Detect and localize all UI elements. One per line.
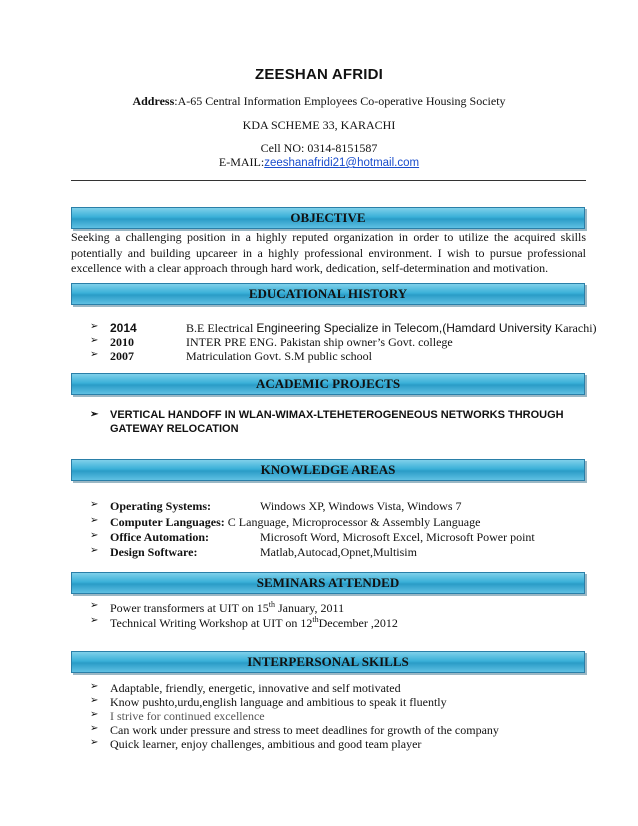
knowledge-value: Windows XP, Windows Vista, Windows 7 [260, 499, 462, 513]
email-label: E-MAIL: [218, 155, 265, 169]
section-education: EDUCATIONAL HISTORY [71, 283, 585, 305]
knowledge-label: Office Automation: [110, 530, 209, 544]
bullet-arrow-icon: ➢ [90, 321, 99, 332]
candidate-name: ZEESHAN AFRIDI [254, 66, 384, 83]
address-line-2: KDA SCHEME 33, KARACHI [242, 118, 396, 132]
skill-text: Quick learner, enjoy challenges, ambitious and good team player [110, 737, 422, 751]
ordinal-suffix: th [312, 615, 319, 624]
knowledge-label: Design Software: [110, 545, 198, 559]
header-divider [71, 180, 586, 181]
bullet-arrow-icon: ➢ [90, 349, 99, 360]
seminar-title: Technical Writing Workshop at UIT on 12 [110, 616, 313, 630]
seminar-text [110, 600, 344, 616]
skill-text: I strive for continued excellence [110, 709, 265, 723]
education-year: 2014 [110, 321, 137, 335]
knowledge-value: Microsoft Word, Microsoft Excel, Microsoft Power point [260, 530, 535, 544]
address-line [0, 94, 638, 109]
knowledge-value: Matlab,Autocad,Opnet,Multisim [260, 545, 417, 559]
project-title-line-1: VERTICAL HANDOFF IN WLAN-WIMAX-LTEHETEROGENEOUS NETWORKS THROUGH [110, 409, 564, 421]
project-title-line-2: GATEWAY RELOCATION [110, 423, 239, 435]
bullet-arrow-icon: ➢ [90, 600, 99, 611]
seminar-date: January, 2011 [274, 601, 345, 615]
seminar-title: Power transformers at UIT on 15 [110, 601, 269, 615]
seminar-text [110, 615, 398, 631]
education-detail: INTER PRE ENG. Pakistan ship owner’s Govt. college [186, 335, 453, 349]
cell-number: Cell NO: 0314-8151587 [260, 141, 378, 155]
skill-text: Can work under pressure and stress to meet deadlines for growth of the company [110, 723, 499, 737]
section-seminars: SEMINARS ATTENDED [71, 572, 585, 594]
knowledge-row [110, 515, 480, 530]
knowledge-label: Operating Systems: [110, 499, 211, 513]
knowledge-label: Computer Languages: [110, 515, 225, 529]
education-year: 2010 [110, 335, 134, 349]
section-projects: ACADEMIC PROJECTS [71, 373, 585, 395]
bullet-arrow-icon: ➢ [90, 709, 99, 720]
section-knowledge: KNOWLEDGE AREAS [71, 459, 585, 481]
bullet-arrow-icon: ➢ [90, 335, 99, 346]
bullet-arrow-icon: ➢ [90, 499, 99, 510]
ordinal-suffix: th [268, 600, 275, 609]
education-detail: Matriculation Govt. S.M public school [186, 349, 372, 363]
objective-text: Seeking a challenging position in a highly reputed organization in order to utilize the acquired skills potentially and building upcareer in a highly professional environment. I wish to pursue professional excellence with a clear approach through hard work, dedication, self-determination and motivation. [71, 230, 586, 275]
bullet-arrow-icon: ➢ [90, 615, 99, 626]
section-skills: INTERPERSONAL SKILLS [71, 651, 585, 673]
bullet-arrow-icon: ➢ [90, 515, 99, 526]
degree: B.E Electrical [186, 321, 257, 335]
bullet-arrow-icon: ➢ [90, 530, 99, 541]
section-objective: OBJECTIVE [71, 207, 585, 229]
address-label: Address [132, 94, 175, 108]
skill-text: Know pushto,urdu,english language and ambitious to speak it fluently [110, 695, 447, 709]
degree-specialization: Engineering Specialize in Telecom,(Hamdard University [256, 321, 552, 335]
knowledge-value: C Language, Microprocessor & Assembly Language [224, 515, 481, 529]
bullet-arrow-icon: ➢ [90, 409, 99, 420]
bullet-arrow-icon: ➢ [90, 737, 99, 748]
email-link[interactable]: zeeshanafridi21@hotmail.com [264, 157, 420, 169]
bullet-arrow-icon: ➢ [90, 695, 99, 706]
education-year: 2007 [110, 349, 134, 363]
skill-text: Adaptable, friendly, energetic, innovative and self motivated [110, 681, 401, 695]
email-line [0, 155, 638, 170]
seminar-date: December ,2012 [318, 616, 398, 630]
bullet-arrow-icon: ➢ [90, 723, 99, 734]
bullet-arrow-icon: ➢ [90, 545, 99, 556]
education-detail [186, 321, 597, 336]
address-text: :A-65 Central Information Employees Co-operative Housing Society [174, 94, 506, 108]
bullet-arrow-icon: ➢ [90, 681, 99, 692]
degree-city: Karachi) [551, 321, 597, 335]
